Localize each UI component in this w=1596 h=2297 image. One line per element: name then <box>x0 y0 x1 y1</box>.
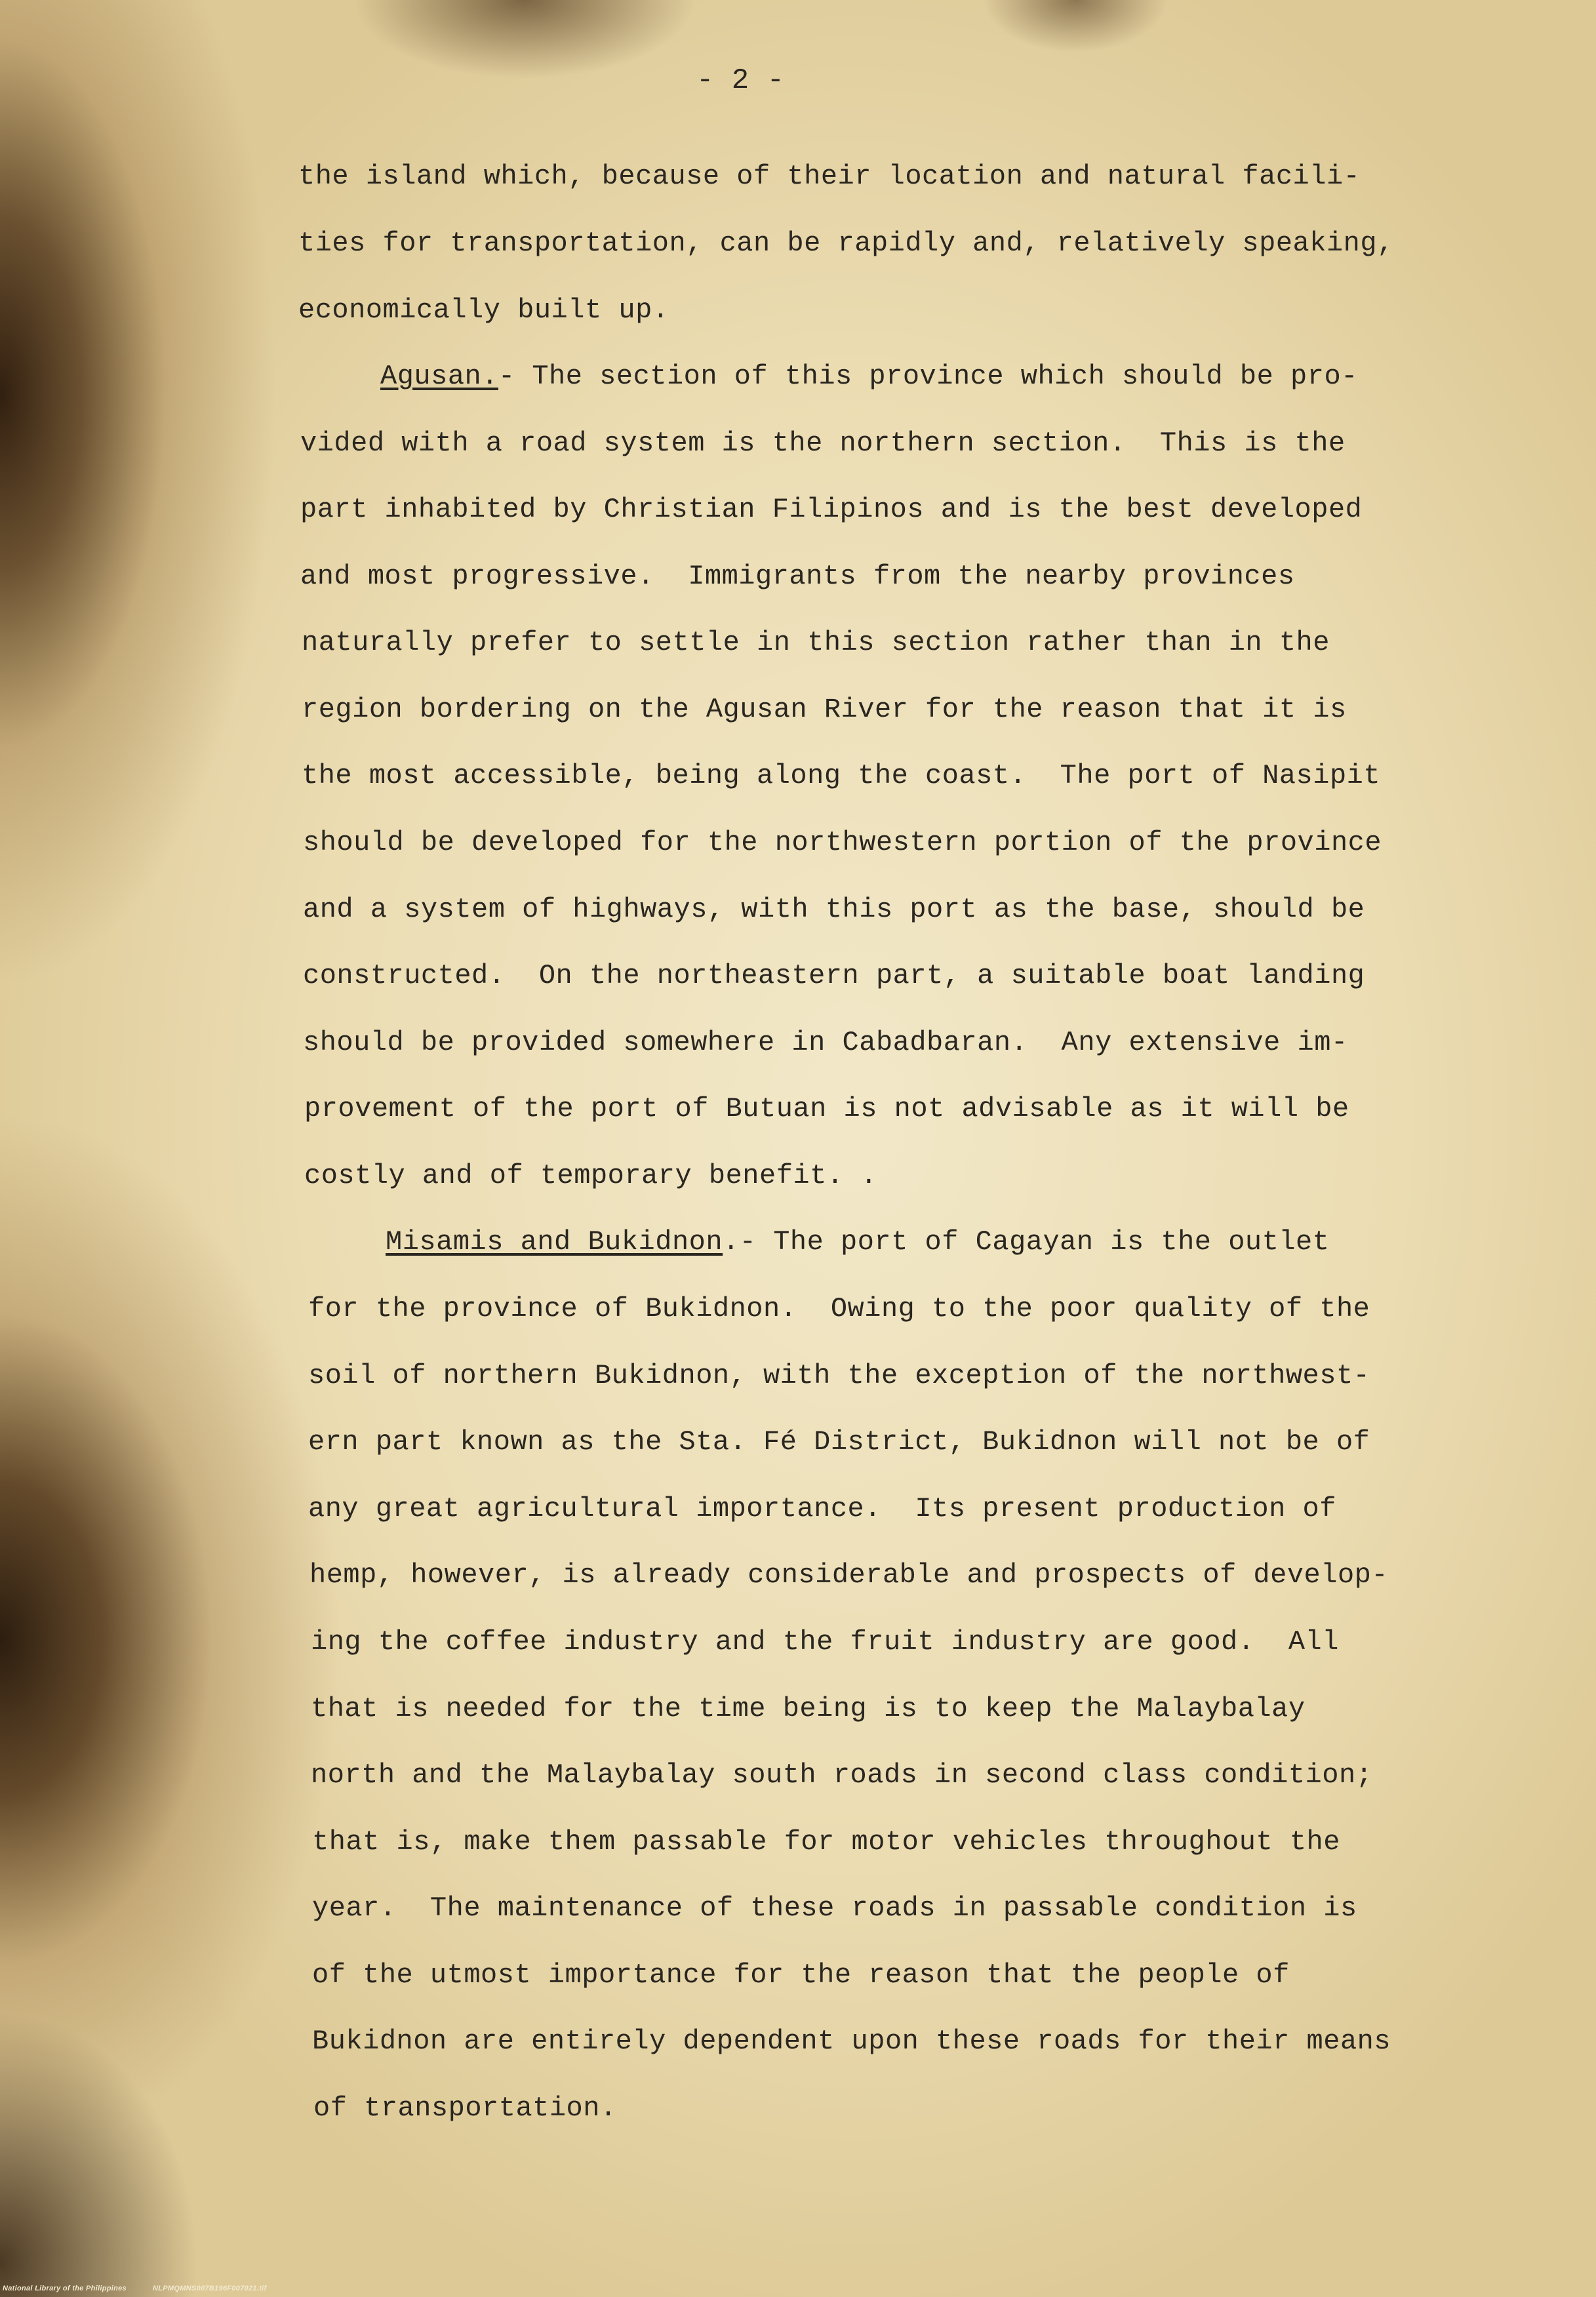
text-line: that is, make them passable for motor vehicles throughout the <box>312 1826 1340 1858</box>
text-line: vided with a road system is the northern section. This is the <box>300 428 1346 459</box>
footer-filename: NLPMQMNS007B196F007021.tif <box>152 2285 267 2292</box>
text-line: of the utmost importance for the reason that the people of <box>312 1959 1290 1991</box>
scan-footer <box>3 2285 292 2292</box>
text-line: costly and of temporary benefit. . <box>304 1160 877 1191</box>
agusan-intro: - The section of this province which should be pro- <box>498 361 1358 392</box>
text-line: of transportation. <box>313 2092 617 2124</box>
text-line: for the province of Bukidnon. Owing to the poor quality of the <box>308 1293 1370 1325</box>
text-line: north and the Malaybalay south roads in second class condition; <box>311 1759 1373 1791</box>
text-line: the island which, because of their location and natural facili- <box>298 161 1361 192</box>
text-line: Bukidnon are entirely dependent upon these roads for their means <box>312 2026 1391 2057</box>
text-line: any great agricultural importance. Its present production of <box>308 1493 1336 1525</box>
text-line: soil of northern Bukidnon, with the exception of the northwest- <box>308 1360 1370 1391</box>
text-line: economically built up. <box>298 294 669 326</box>
text-line: region bordering on the Agusan River for the reason that it is <box>302 694 1347 725</box>
text-line: should be provided somewhere in Cabadbaran. Any extensive im- <box>303 1027 1348 1058</box>
text-line: that is needed for the time being is to keep the Malaybalay <box>311 1693 1306 1725</box>
text-line: year. The maintenance of these roads in passable condition is <box>312 1892 1357 1924</box>
text-line: constructed. On the northeastern part, a suitable boat landing <box>303 960 1365 991</box>
heading-misamis-bukidnon: Misamis and Bukidnon <box>386 1226 723 1258</box>
text-line: ern part known as the Sta. Fé District, Bukidnon will not be of <box>308 1426 1370 1458</box>
text-line: provement of the port of Butuan is not advisable as it will be <box>304 1093 1349 1125</box>
text-line: the most accessible, being along the coast. The port of Nasipit <box>302 760 1381 791</box>
footer-institution: National Library of the Philippines <box>3 2285 127 2292</box>
text-line: ing the coffee industry and the fruit industry are good. All <box>311 1626 1339 1658</box>
text-line: and a system of highways, with this port as the base, should be <box>303 894 1365 925</box>
page-number: - 2 - <box>696 64 785 97</box>
text-line: should be developed for the northwestern portion of the province <box>303 827 1382 858</box>
text-line: and most progressive. Immigrants from the nearby provinces <box>300 561 1295 592</box>
text-line: ties for transportation, can be rapidly and, relatively speaking, <box>298 228 1394 259</box>
text-line: hemp, however, is already considerable and prospects of develop- <box>309 1559 1389 1591</box>
misamis-intro: .- The port of Cagayan is the outlet <box>723 1226 1330 1258</box>
text-line: naturally prefer to settle in this section rather than in the <box>302 627 1330 658</box>
text-line: part inhabited by Christian Filipinos and is the best developed <box>300 494 1363 525</box>
paragraph-misamis-first-line <box>386 1228 1329 1256</box>
paragraph-agusan-first-line <box>380 363 1358 390</box>
heading-agusan: Agusan. <box>380 361 498 392</box>
